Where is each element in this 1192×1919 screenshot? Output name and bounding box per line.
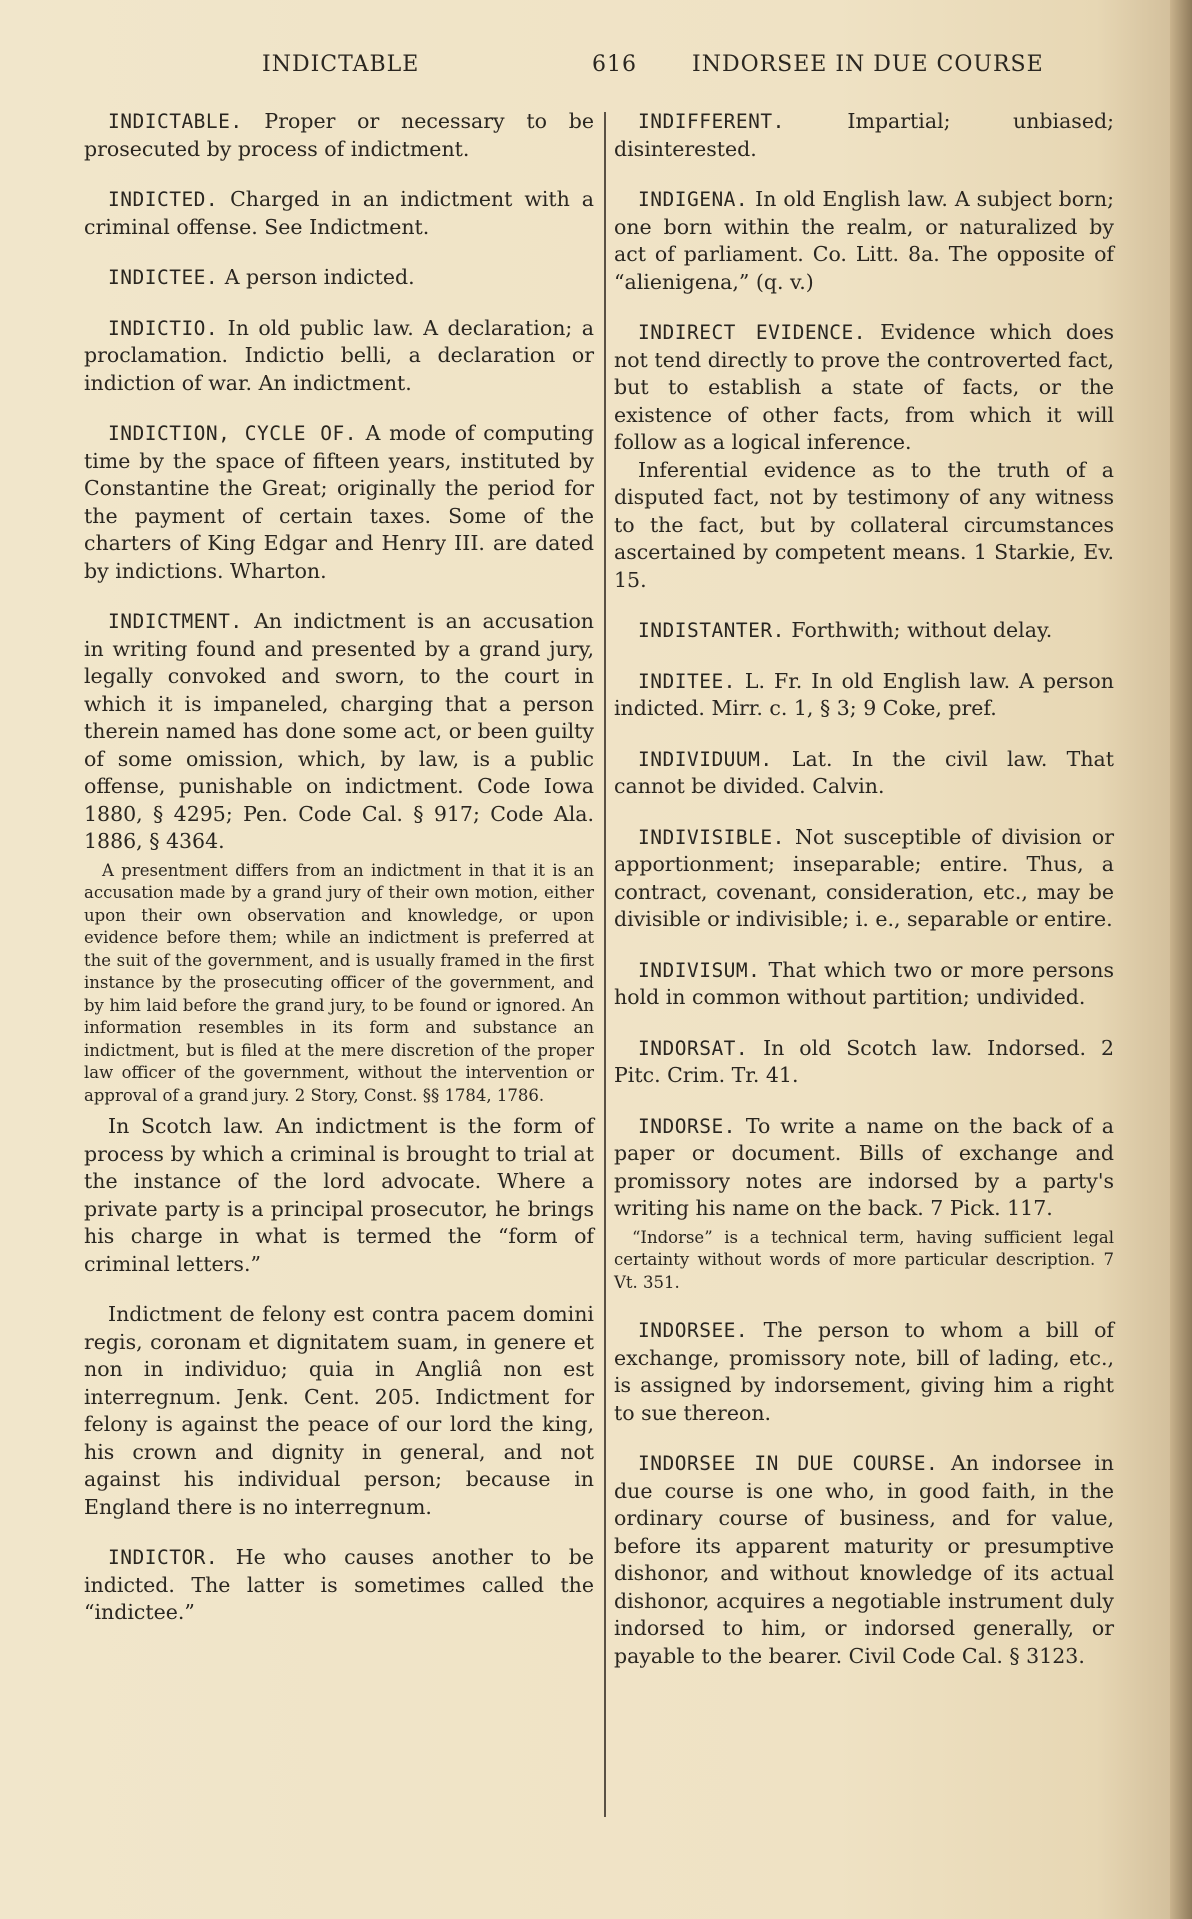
dictionary-entry <box>614 1317 1114 1427</box>
dictionary-entry <box>84 108 594 163</box>
entry-text: In old English law. A subject born; one born within the realm, or naturalized by act of parliament. Co. Litt. 8a. The opposite of “alienigena,” (q. v.) <box>614 187 1114 294</box>
dictionary-entry <box>614 108 1114 163</box>
entry-headword: INDIVISIBLE. <box>638 825 785 849</box>
entry-text: The person to whom a bill of exchange, promissory note, bill of lading, etc., is assigned by indorsement, giving him a right to sue thereon. <box>614 1318 1114 1425</box>
entry-headword: INDIFFERENT. <box>638 110 785 133</box>
entry-text: A mode of computing time by the space of fifteen years, instituted by Constantine the Great; originally the period for the payment of certain taxes. Some of the charters of King Edgar and Henry III. are dated by indictions. Wharton. <box>84 421 594 583</box>
running-header <box>0 52 1192 92</box>
entry-text: Inferential evidence as to the truth of a disputed fact, not by testimony of any witness to the fact, but by collateral circumstances ascertained by competent means. 1 Starkie, Ev. 15. <box>614 457 1114 592</box>
entry-paragraph <box>84 108 594 163</box>
page-edge <box>1170 0 1192 1919</box>
entry-text: Impartial; unbiased; disinterested. <box>614 109 1114 161</box>
entry-headword: INDITEE. <box>638 669 736 693</box>
dictionary-entry <box>84 608 594 1278</box>
entry-note: “Indorse” is a technical term, having sufficient legal certainty without words of more particular description. 7 Vt. 351. <box>614 1227 1114 1292</box>
entry-paragraph <box>84 1301 594 1521</box>
entry-text: Indictment de felony est contra pacem domini regis, coronam et dignitatem suam, in genere et non in individuo; quia in Angliâ non est interregnum. Jenk. Cent. 205. Indictment for felony is against the peace of our lord the king, his crown and dignity in general, and not against his individual person; because in England there is no interregnum. <box>84 1302 594 1519</box>
entry-paragraph <box>84 420 594 585</box>
dictionary-entry <box>614 668 1114 723</box>
header-left-guideword: INDICTABLE <box>262 52 420 77</box>
entry-headword: INDORSEE. <box>638 1319 749 1342</box>
entry-paragraph <box>614 1035 1114 1090</box>
entry-headword: INDISTANTER. <box>638 619 785 642</box>
left-column <box>84 108 594 1650</box>
entry-headword: INDICTEE. <box>108 266 219 289</box>
entry-text: Lat. In the civil law. That cannot be divided. Calvin. <box>614 746 1114 798</box>
dictionary-entry <box>614 1113 1114 1295</box>
entry-paragraph: In Scotch law. An indictment is the form of process by which a criminal is brought to trial at the instance of the lord advocate. Where a private party is a principal prosecutor, he brings his charge in what is termed the “form of criminal letters.” <box>84 1114 594 1276</box>
entry-headword: INDICTION, CYCLE OF. <box>108 422 358 445</box>
entry-text: An indorsee in due course is one who, in good faith, in the ordinary course of business, and for value, before its apparent maturity or presumptive dishonor, and without knowledge of its actual dishonor, acquires a negotiable instrument duly indorsed to him, or indorsed generally, or payable to the bearer. Civil Code Cal. § 3123. <box>614 1451 1114 1668</box>
entry-headword: INDORSAT. <box>638 1036 749 1060</box>
entry-paragraph <box>614 668 1114 723</box>
dictionary-entry <box>614 617 1114 645</box>
entry-paragraph <box>614 186 1114 296</box>
entry-text: A person indicted. <box>224 265 415 289</box>
entry-text: Proper or necessary to be prosecuted by process of indictment. <box>84 109 594 161</box>
entry-headword: INDICTABLE. <box>108 110 243 133</box>
entry-text: Evidence which does not tend directly to prove the controverted fact, but to establish a state of facts, or the existence of other facts, from which it will follow as a logical inference. <box>614 320 1114 454</box>
entry-paragraph <box>84 264 594 292</box>
entry-paragraph <box>614 319 1114 457</box>
entry-paragraph <box>614 1317 1114 1427</box>
entry-headword: INDICTOR. <box>108 1546 219 1569</box>
entry-paragraph <box>614 1113 1114 1223</box>
entry-headword: INDIVIDUUM. <box>638 747 773 771</box>
entry-text: To write a name on the back of a paper or document. Bills of exchange and promissory notes are indorsed by a party's writing his name on the back. 7 Pick. 117. <box>614 1113 1114 1220</box>
dictionary-entry <box>614 957 1114 1012</box>
dictionary-entry <box>614 1450 1114 1670</box>
entry-paragraph <box>614 1450 1114 1670</box>
column-divider <box>604 112 606 1817</box>
dictionary-entry <box>614 746 1114 801</box>
entry-paragraph <box>614 824 1114 934</box>
entry-paragraph <box>84 315 594 398</box>
page-number: 616 <box>592 52 637 77</box>
entry-paragraph <box>84 1544 594 1627</box>
entry-text: An indictment is an accusation in writing found and presented by a grand jury, legally convoked and sworn, to the court in which it is impaneled, charging that a person therein named has done some act, or been guilty of some omission, which, by law, is a public offense, punishable on indictment. Code Iowa 1880, § 4295; Pen. Code Cal. § 917; Code Ala. 1886, § 4364. <box>84 609 594 853</box>
right-column <box>614 108 1114 1693</box>
header-right-guideword: INDORSEE IN DUE COURSE <box>692 52 1044 77</box>
dictionary-entry <box>84 1544 594 1627</box>
entry-text: In old public law. A declaration; a proclamation. Indictio belli, a declaration or indiction of war. An indictment. <box>84 315 594 395</box>
entry-headword: INDICTED. <box>108 188 219 211</box>
entry-headword: INDIRECT EVIDENCE. <box>638 321 867 344</box>
entry-text: That which two or more persons hold in common without partition; undivided. <box>614 957 1114 1009</box>
entry-paragraph <box>614 617 1114 645</box>
dictionary-entry <box>84 1301 594 1521</box>
entry-paragraph <box>614 457 1114 595</box>
dictionary-entry <box>84 315 594 398</box>
entry-text: He who causes another to be indicted. The latter is sometimes called the “indictee.” <box>84 1545 594 1624</box>
entry-text: L. Fr. In old English law. A person indicted. Mirr. c. 1, § 3; 9 Coke, pref. <box>614 668 1114 720</box>
entry-headword: INDICTMENT. <box>108 610 243 633</box>
entry-text: Not susceptible of division or apportionment; inseparable; entire. Thus, a contract, covenant, consideration, etc., may be divisible or indivisible; i. e., separable or entire. <box>614 824 1114 931</box>
entry-text: Charged in an indictment with a criminal offense. See Indictment. <box>84 187 594 239</box>
entry-paragraph <box>84 186 594 241</box>
entry-text: In old Scotch law. Indorsed. 2 Pitc. Crim. Tr. 41. <box>614 1035 1114 1087</box>
entry-paragraph <box>614 957 1114 1012</box>
dictionary-entry <box>614 1035 1114 1090</box>
dictionary-entry <box>614 824 1114 934</box>
entry-text: Forthwith; without delay. <box>791 618 1053 642</box>
entry-headword: INDIGENA. <box>638 188 749 211</box>
dictionary-entry <box>614 186 1114 296</box>
dictionary-entry <box>614 319 1114 594</box>
entry-paragraph <box>614 108 1114 163</box>
entry-headword: INDORSE. <box>638 1114 736 1138</box>
entry-paragraph <box>614 746 1114 801</box>
entry-headword: INDIVISUM. <box>638 958 761 982</box>
entry-note: A presentment differs from an indictment in that it is an accusation made by a grand jury of their own motion, either upon their own observation and knowledge, or upon evidence before them; while an indictment is preferred at the suit of the government, and is usually framed in the first instance by the prosecuting officer of the government, and by him laid before the grand jury, to be found or ignored. An information resembles in its form and substance an indictment, but is filed at the mere discretion of the proper law officer of the government, without the intervention or approval of a grand jury. 2 Story, Const. §§ 1784, 1786. <box>84 860 594 1105</box>
entry-paragraph <box>84 608 594 856</box>
entry-headword: INDORSEE IN DUE COURSE. <box>638 1452 939 1475</box>
dictionary-entry <box>84 420 594 585</box>
entry-headword: INDICTIO. <box>108 316 219 340</box>
dictionary-entry <box>84 186 594 241</box>
dictionary-entry <box>84 264 594 292</box>
